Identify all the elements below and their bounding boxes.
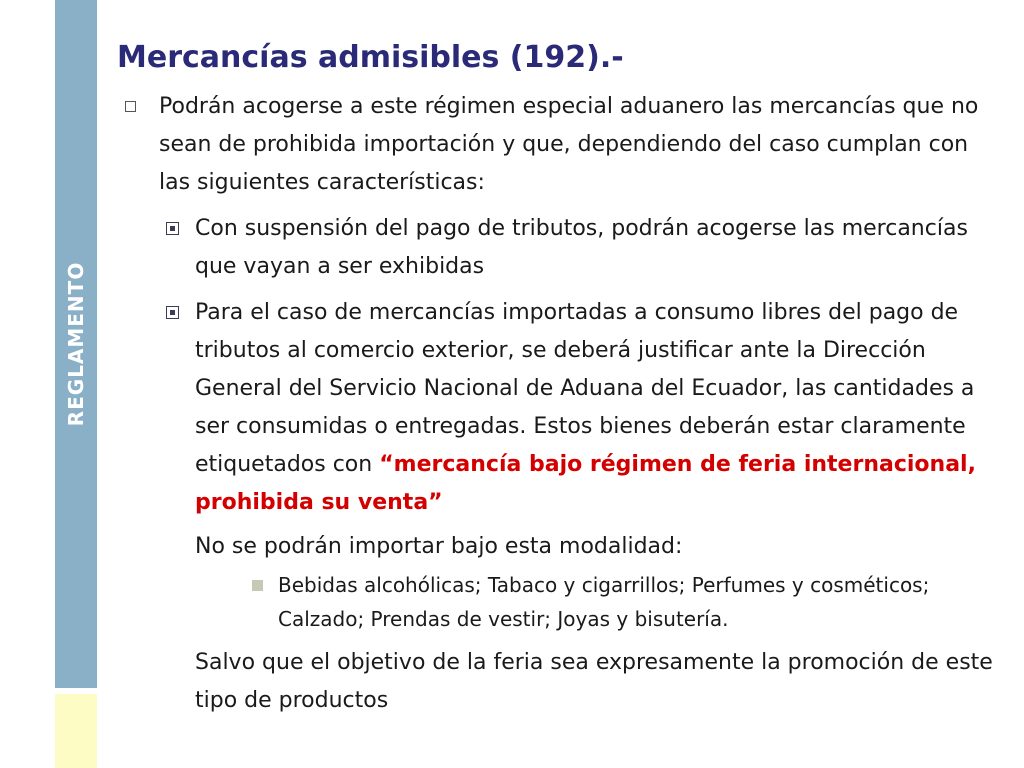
highlight-text: “mercancía bajo régimen de feria internacional, prohibida su venta” xyxy=(195,452,976,515)
filled-square-bullet-icon xyxy=(252,580,263,591)
exception-text: Salvo que el objetivo de la feria sea expresamente la promoción de este tipo de productos xyxy=(195,650,993,713)
no-import-heading: No se podrán importar bajo esta modalidad: xyxy=(195,534,683,559)
sub-bullet-1-text: Con suspensión del pago de tributos, podrán acogerse las mercancías que vayan a ser exhibidas xyxy=(195,216,968,279)
sub-bullet-2-text: Para el caso de mercancías importadas a consumo libres del pago de tributos al comercio exterior, se deberá justificar ante la Dirección General del Servicio Nacional de Aduana del Ecuador, las cantidades a ser consumidas o entregadas. Estos bienes deberán estar claramente etiquetados con xyxy=(195,300,975,477)
prohibited-items-text: Bebidas alcohólicas; Tabaco y cigarrillos; Perfumes y cosméticos; Calzado; Prendas de vestir; Joyas y bisutería. xyxy=(278,573,930,631)
sub-bullet-1 xyxy=(117,210,997,286)
prohibited-items-bullet xyxy=(117,568,997,636)
square-bullet-icon xyxy=(166,222,179,235)
sub-bullet-2 xyxy=(117,294,997,522)
slide-title: Mercancías admisibles (192).- xyxy=(117,40,624,75)
intro-text: Podrán acogerse a este régimen especial aduanero las mercancías que no sean de prohibida importación y que, dependiendo del caso cumplan con las siguientes características: xyxy=(159,94,979,195)
slide-content xyxy=(117,88,997,720)
sidebar-accent xyxy=(55,694,97,768)
hollow-square-bullet-icon xyxy=(125,101,136,112)
square-bullet-icon xyxy=(166,306,179,319)
intro-bullet xyxy=(117,88,997,202)
sidebar-label: REGLAMENTO xyxy=(64,261,88,427)
